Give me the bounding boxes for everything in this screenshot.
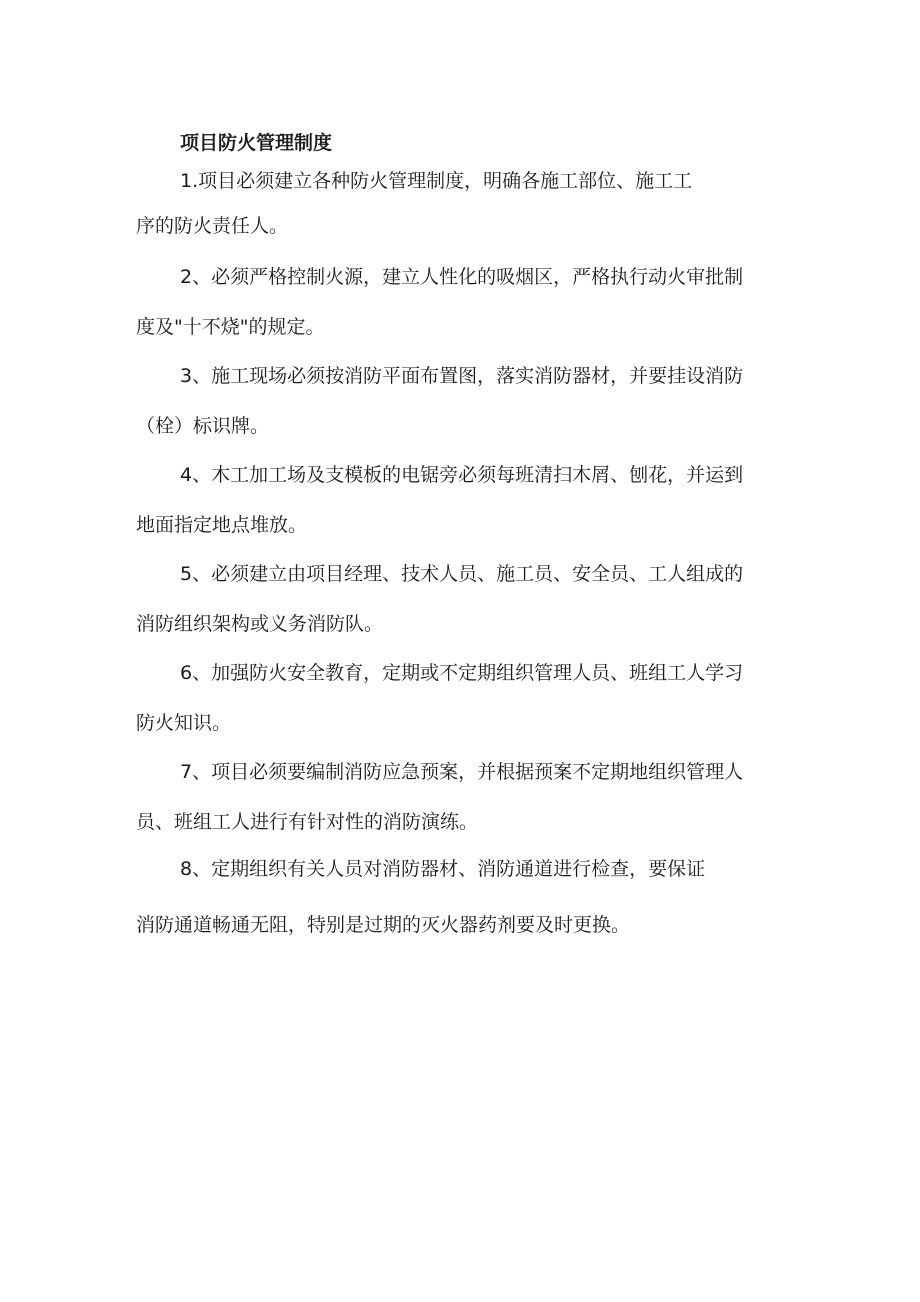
- document-title: 项目防火管理制度: [180, 132, 333, 154]
- paragraph-3-line-2: （栓）标识牌。: [136, 415, 270, 437]
- paragraph-1-line-1: 1.项目必须建立各种防火管理制度，明确各施工部位、施工工: [180, 170, 693, 192]
- paragraph-3-line-1: 3、施工现场必须按消防平面布置图，落实消防器材，并要挂设消防: [180, 365, 744, 387]
- paragraph-8-line-1: 8、定期组织有关人员对消防器材、消防通道进行检查，要保证: [180, 858, 706, 880]
- paragraph-8-line-2: 消防通道畅通无阻，特别是过期的灭火器药剂要及时更换。: [136, 914, 631, 936]
- paragraph-2-line-2: 度及"十不烧"的规定。: [136, 316, 325, 338]
- paragraph-4-line-1: 4、木工加工场及支模板的电锯旁必须每班清扫木屑、刨花，并运到: [180, 464, 744, 486]
- paragraph-2-line-1: 2、必须严格控制火源，建立人性化的吸烟区，严格执行动火审批制: [180, 266, 744, 288]
- paragraph-4-line-2: 地面指定地点堆放。: [136, 514, 308, 536]
- paragraph-7-line-2: 员、班组工人进行有针对性的消防演练。: [136, 811, 479, 833]
- paragraph-1-line-2: 序的防火责任人。: [136, 215, 289, 237]
- paragraph-5-line-2: 消防组织架构或义务消防队。: [136, 613, 384, 635]
- paragraph-5-line-1: 5、必须建立由项目经理、技术人员、施工员、安全员、工人组成的: [180, 563, 744, 585]
- paragraph-7-line-1: 7、项目必须要编制消防应急预案，并根据预案不定期地组织管理人: [180, 761, 744, 783]
- paragraph-6-line-1: 6、加强防火安全教育，定期或不定期组织管理人员、班组工人学习: [180, 662, 744, 684]
- paragraph-6-line-2: 防火知识。: [136, 712, 232, 734]
